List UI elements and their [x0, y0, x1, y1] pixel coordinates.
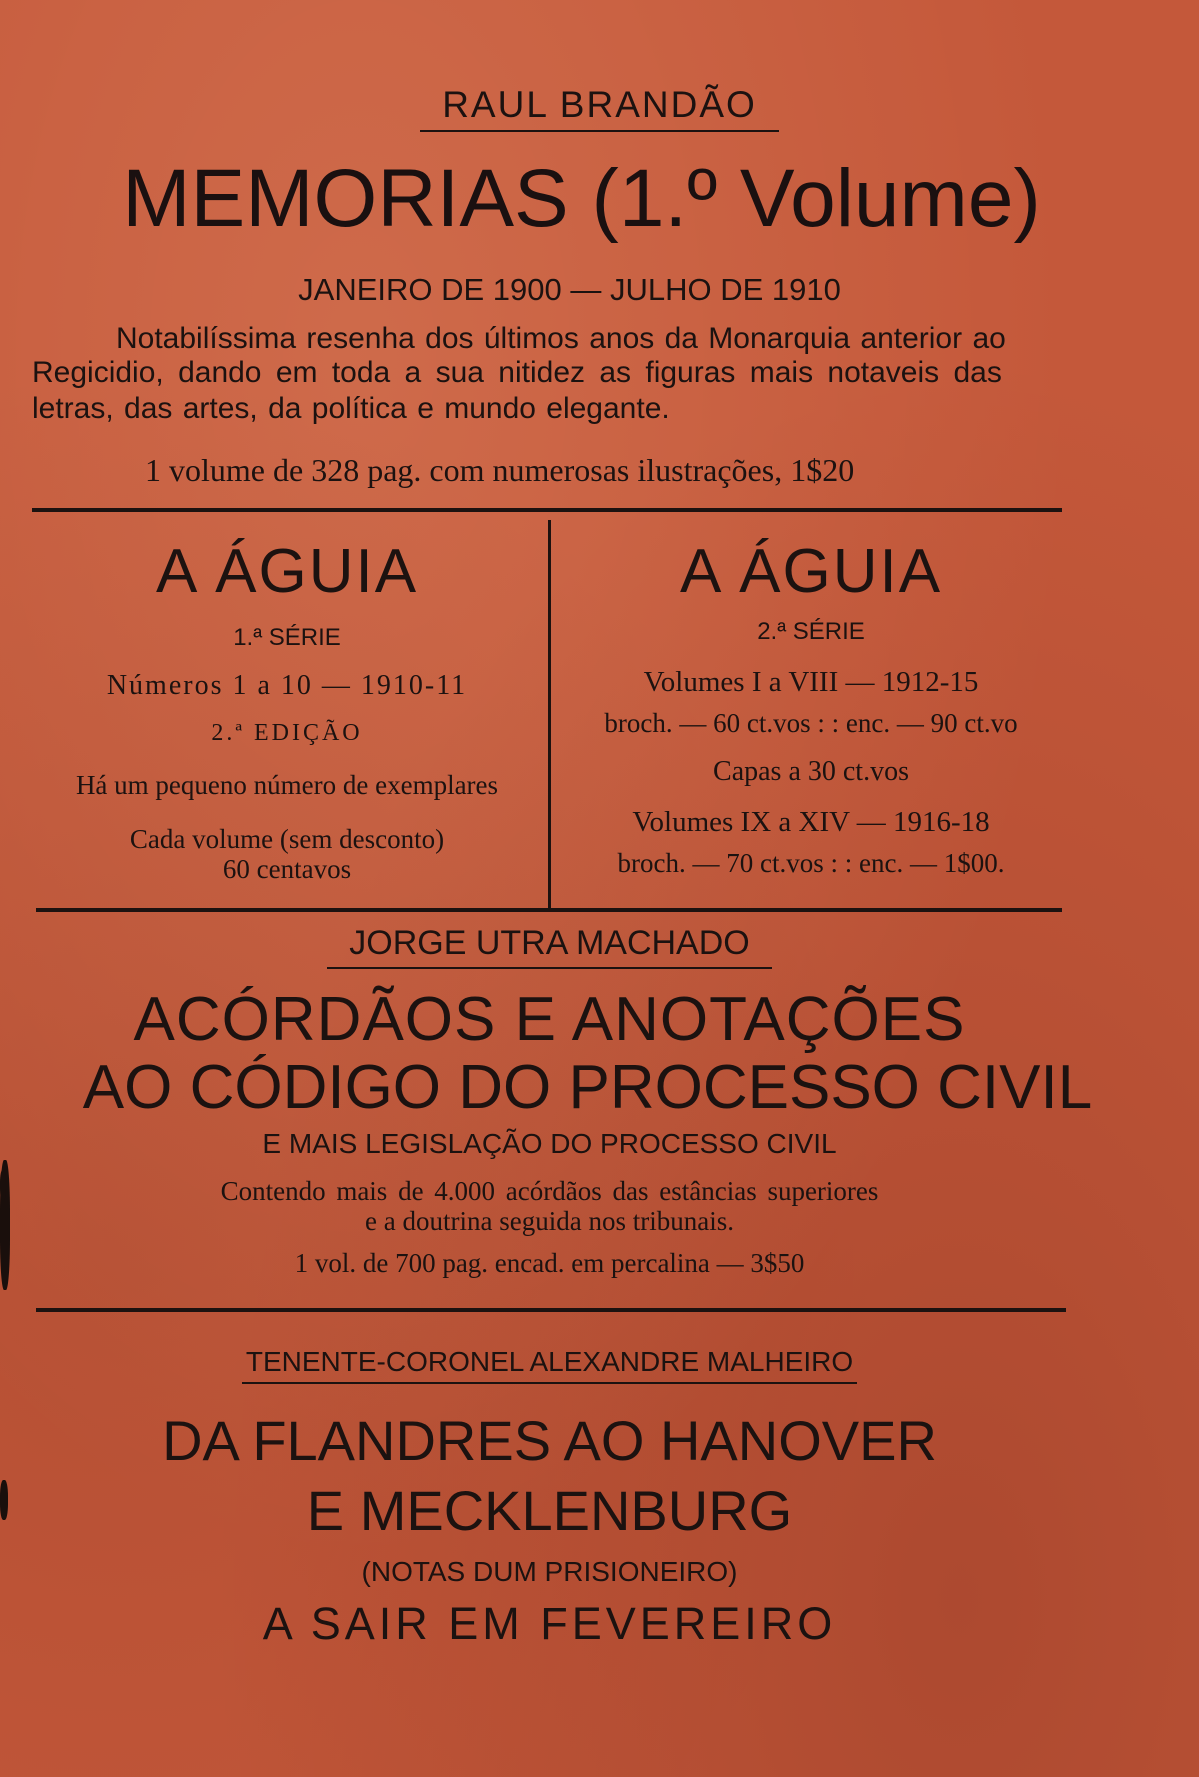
acordaos-price: 1 vol. de 700 pag. encad. em percalina — 3$50 — [294, 1248, 805, 1278]
flandres-release: A SAIR EM FEVEREIRO — [262, 1598, 837, 1649]
flandres-author: TENENTE-CORONEL ALEXANDRE MALHEIRO — [242, 1346, 857, 1384]
memorias-desc-line-2: Regicidio, dando em toda a sua nitidez as figuras mais notaveis das — [32, 356, 1002, 389]
memorias-desc-line-3: letras, das artes, da política e mundo elegante. — [32, 392, 670, 425]
memorias-price: 1 volume de 328 pag. com numerosas ilustrações, 1$20 — [145, 452, 855, 488]
column-divider — [548, 520, 551, 908]
aguia-left-edition: 2.ª EDIÇÃO — [211, 720, 363, 746]
flandres-title-line-2: E MECKLENBURG — [306, 1479, 793, 1542]
aguia-right-covers: Capas a 30 ct.vos — [713, 756, 909, 787]
acordaos-title-line-2: AO CÓDIGO DO PROCESSO CIVIL — [82, 1053, 1093, 1122]
memorias-author: RAUL BRANDÃO — [420, 84, 779, 132]
aguia-right-series: 2.ª SÉRIE — [757, 618, 865, 645]
divider-rule — [32, 508, 1062, 512]
acordaos-subtitle: E MAIS LEGISLAÇÃO DO PROCESSO CIVIL — [262, 1128, 837, 1159]
aguia-left-series: 1.ª SÉRIE — [233, 624, 341, 651]
acordaos-desc-line-1: Contendo mais de 4.000 acórdãos das estâncias superiores — [220, 1176, 879, 1206]
aguia-left-note: Há um pequeno número de exemplares — [75, 770, 499, 800]
memorias-dates: JANEIRO DE 1900 — JULHO DE 1910 — [298, 272, 841, 307]
aguia-left-numbers: Números 1 a 10 — 1910-11 — [106, 670, 468, 701]
aguia-left-each-line-1: Cada volume (sem desconto) — [129, 824, 445, 854]
memorias-title: MEMORIAS (1.º Volume) — [122, 153, 1041, 244]
acordaos-author-block — [0, 924, 1149, 969]
flandres-subtitle: (NOTAS DUM PRISIONEIRO) — [361, 1556, 738, 1587]
memorias-author-block — [0, 84, 1199, 132]
acordaos-desc-line-2: e a doutrina seguida nos tribunais. — [365, 1206, 734, 1236]
flandres-title-line-1: DA FLANDRES AO HANOVER — [162, 1409, 937, 1472]
aguia-right-title: A ÁGUIA — [679, 537, 943, 606]
aguia-right-volumes-2: Volumes IX a XIV — 1916-18 — [632, 806, 990, 838]
divider-rule — [36, 908, 1062, 912]
memorias-desc-line-1: Notabilíssima resenha dos últimos anos da Monarquia anterior ao — [116, 322, 1006, 355]
aguia-right-price-1: broch. — 60 ct.vos : : enc. — 90 ct.vo — [604, 708, 1018, 738]
acordaos-title-line-1: ACÓRDÃOS E ANOTAÇÕES — [133, 985, 966, 1054]
aguia-right-price-2: broch. — 70 ct.vos : : enc. — 1$00. — [617, 848, 1005, 878]
flandres-author-block — [0, 1346, 1149, 1384]
divider-rule — [36, 1308, 1066, 1312]
aguia-right-volumes-1: Volumes I a VIII — 1912-15 — [643, 666, 979, 698]
aguia-left-title: A ÁGUIA — [155, 537, 419, 606]
aguia-left-each-line-2: 60 centavos — [222, 854, 352, 884]
acordaos-author: JORGE UTRA MACHADO — [327, 924, 771, 969]
